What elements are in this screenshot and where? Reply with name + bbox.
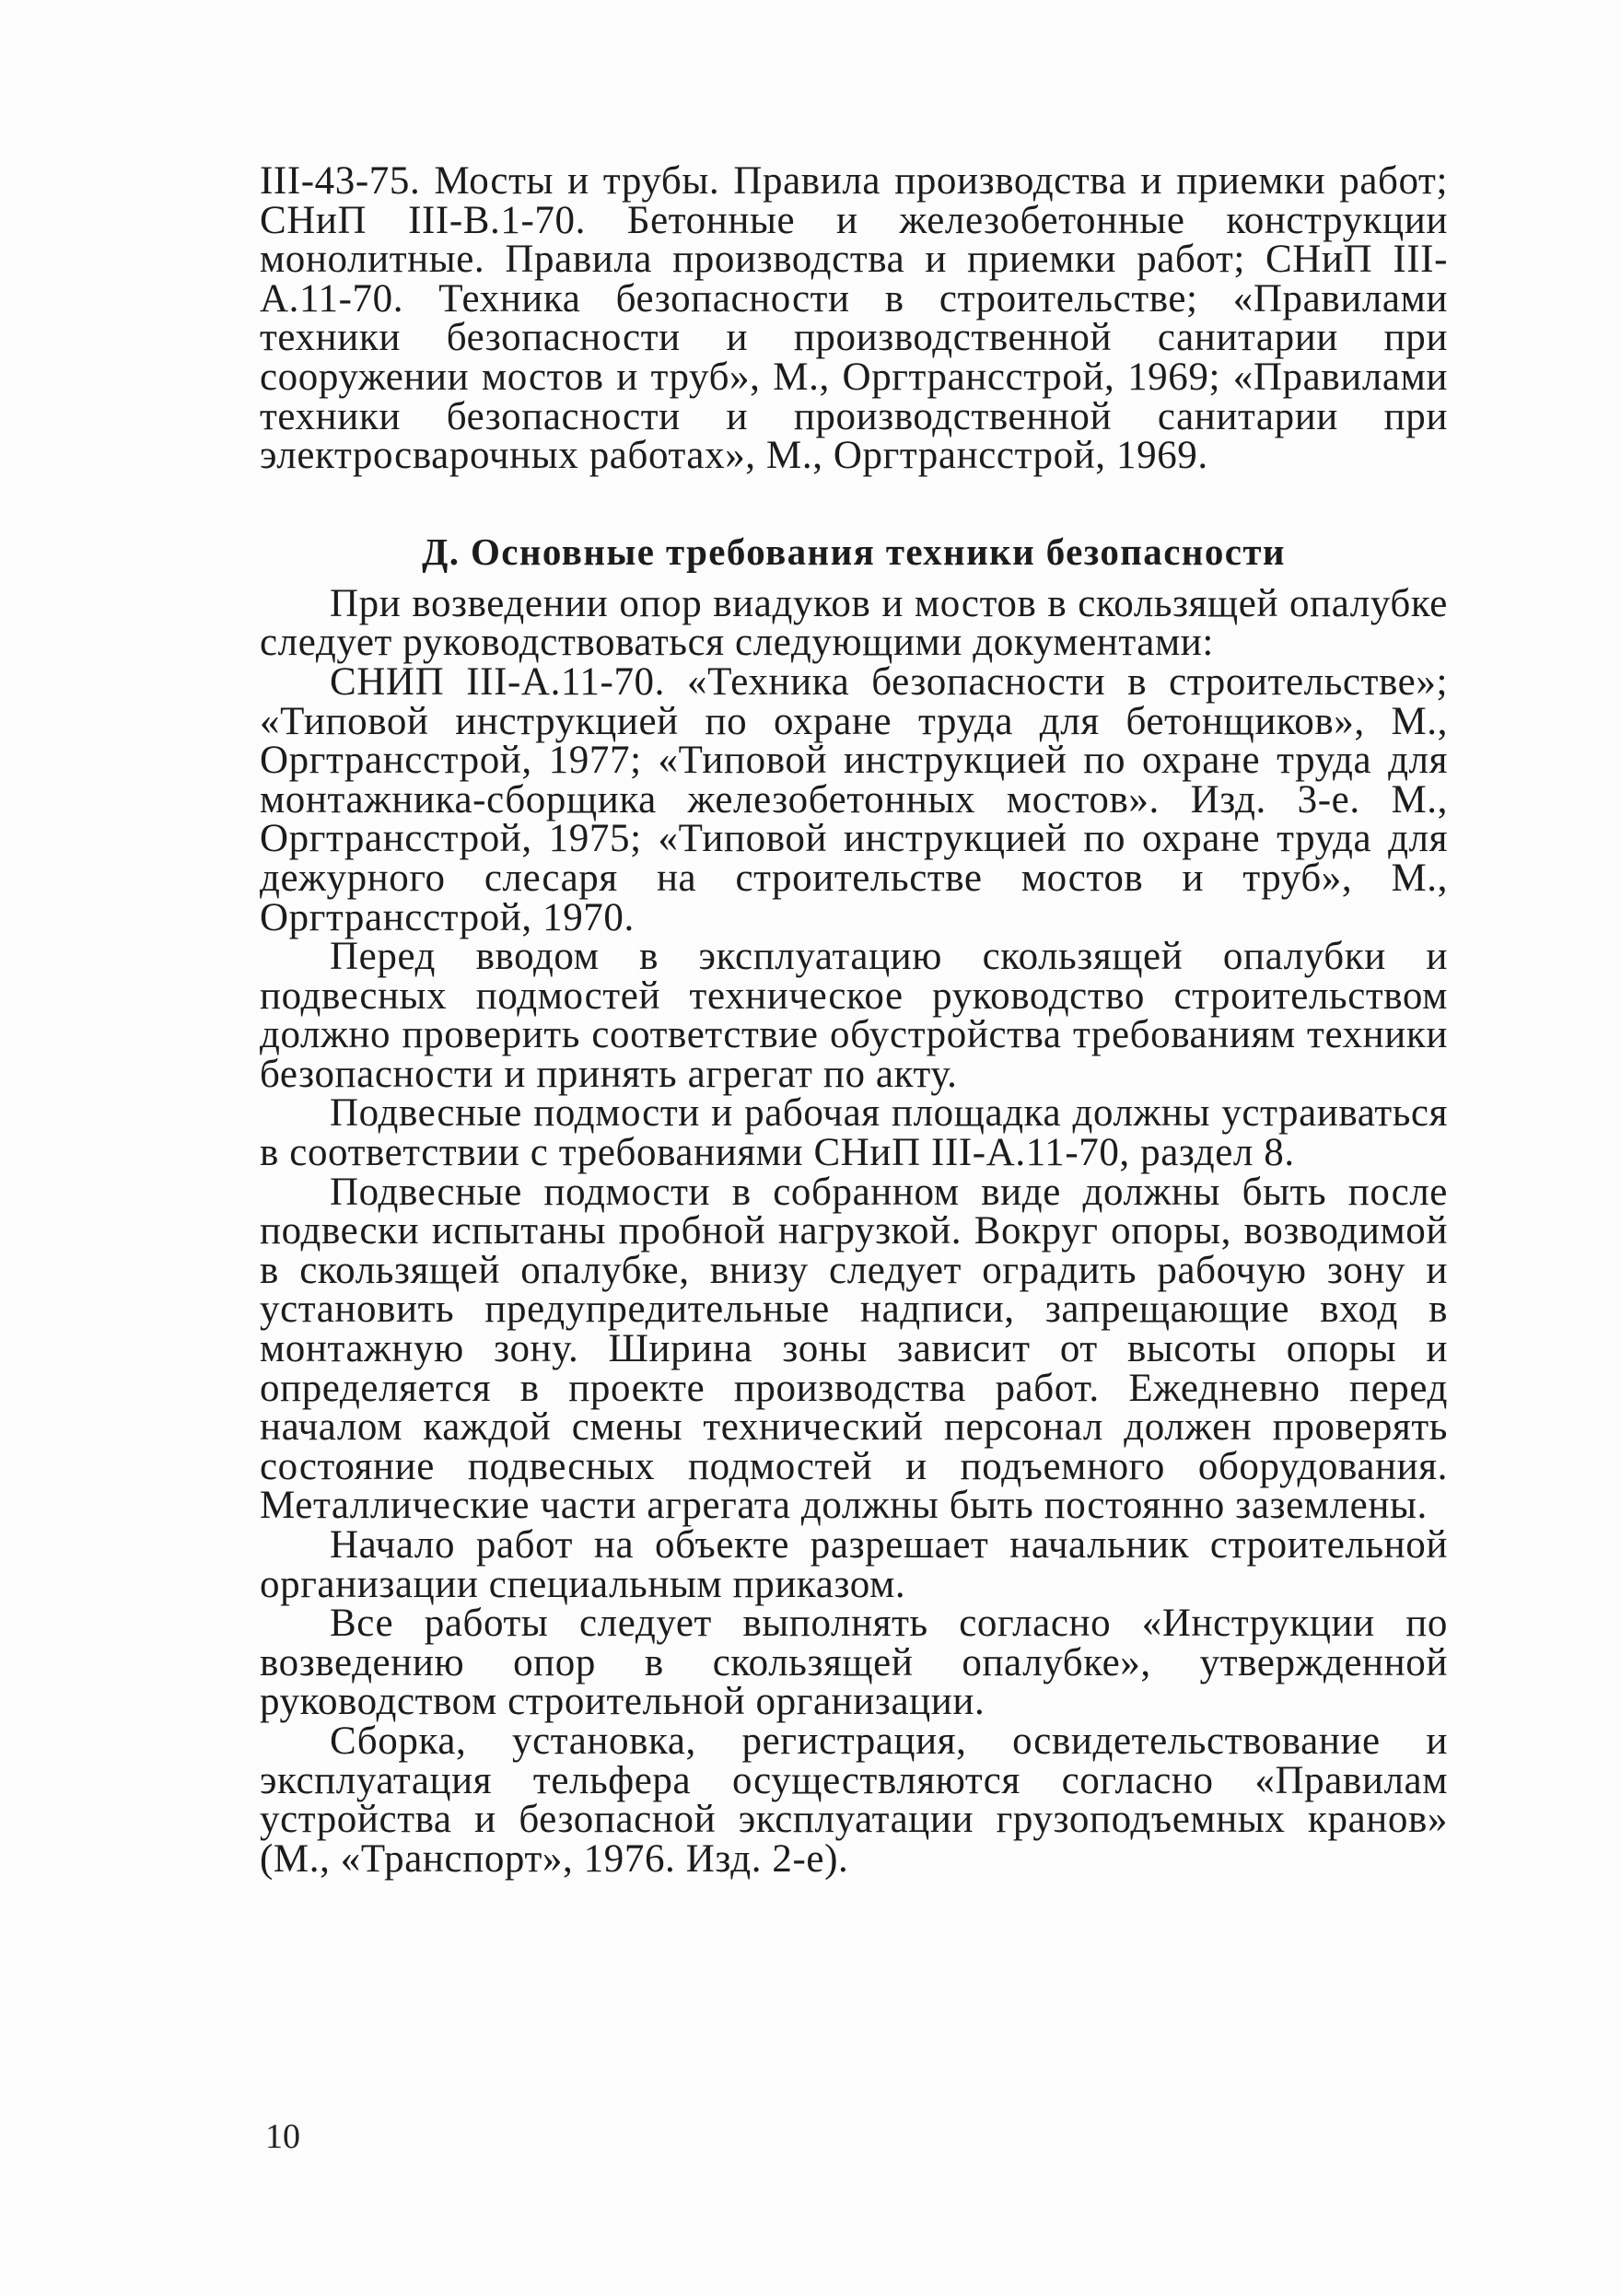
intro-paragraph: III-43-75. Мосты и трубы. Правила производства и приемки работ; СНиП III-В.1-70. Бетонные и железобетонные конструкции монолитные. Правила производства и приемки работ; СНиП III-А.11-70. Техника безопасности в строительстве; «Правилами техники безопасности и производственной санитарии при сооружении мостов и труб», М., Оргтрансстрой, 1969; «Правилами техники безопасности и производственной санитарии при электросварочных работах», М., Оргтрансстрой, 1969. bbox=[260, 159, 1448, 478]
paragraph-hoist: Сборка, установка, регистрация, освидетельствование и эксплуатация тельфера осуществляются согласно «Правилам устройства и безопасной эксплуатации грузоподъемных кранов» (М., «Транспорт», 1976. Изд. 2-е). bbox=[260, 1719, 1448, 1881]
paragraph-scaffolding: Подвесные подмости и рабочая площадка должны устраиваться в соответствии с требованиями СНиП III-А.11-70, раздел 8. bbox=[260, 1091, 1448, 1175]
section-heading: Д. Основные требования техники безопасности bbox=[422, 530, 1286, 573]
paragraph-documents-intro: При возведении опор виадуков и мостов в скользящей опалубке следует руководствоваться следующими документами: bbox=[260, 581, 1448, 665]
page-number: 10 bbox=[265, 2117, 300, 2156]
paragraph-instructions: Все работы следует выполнять согласно «Инструкции по возведению опор в скользящей опалубке», утвержденной руководством строительной организации. bbox=[260, 1602, 1448, 1724]
paragraph-start-of-work: Начало работ на объекте разрешает начальник строительной организации специальным приказом. bbox=[260, 1523, 1448, 1606]
paragraph-testing: Подвесные подмости в собранном виде должны быть после подвески испытаны пробной нагрузкой. Вокруг опоры, возводимой в скользящей опалубке, внизу следует оградить рабочую зону и установить предупредительные надписи, запрещающие вход в монтажную зону. Ширина зоны зависит от высоты опоры и определяется в проекте производства работ. Ежедневно перед началом каждой смены технический персонал должен проверять состояние подвесных подмостей и подъемного оборудования. Металлические части агрегата должны быть постоянно заземлены. bbox=[260, 1170, 1448, 1528]
paragraph-commissioning: Перед вводом в эксплуатацию скользящей опалубки и подвесных подмостей техническое руководство строительством должно проверить соответствие обустройства требованиям техники безопасности и принять агрегат по акту. bbox=[260, 935, 1448, 1096]
body-text bbox=[260, 159, 1448, 1881]
paragraph-documents-list: СНИП III-А.11-70. «Техника безопасности в строительстве»; «Типовой инструкцией по охране труда для бетонщиков», М., Оргтрансстрой, 1977; «Типовой инструкцией по охране труда для монтажника-сборщика железобетонных мостов». Изд. 3-е. М., Оргтрансстрой, 1975; «Типовой инструкцией по охране труда для дежурного слесаря на строительстве мостов и труб», М., Оргтрансстрой, 1970. bbox=[260, 659, 1448, 939]
